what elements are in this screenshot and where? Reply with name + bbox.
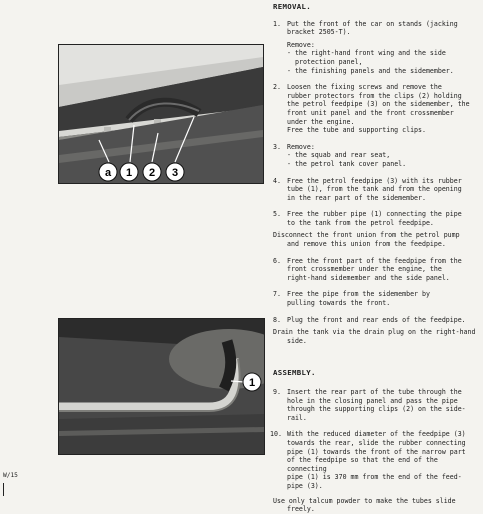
step-line: the petrol feedpipe (3) on the sidemember, the (287, 100, 470, 109)
step-line: pulling towards the front. (287, 299, 391, 308)
step-line: pipe (1) is 370 mm from the end of the feed- (287, 473, 462, 482)
step-9 (273, 388, 478, 422)
step-4 (273, 177, 478, 203)
para-line: freely. (287, 505, 315, 514)
step-number: 5. (273, 210, 281, 219)
step-3 (273, 143, 478, 169)
callout-3: 3 (171, 167, 179, 179)
step-1 (273, 20, 478, 76)
photo-rear-tube (58, 318, 265, 455)
drain-paragraph (273, 328, 478, 345)
step-line: bracket 2505-T). (287, 28, 351, 37)
step-line: to the tank from the petrol feedpipe. (287, 218, 434, 227)
list-item-cont: protection panel, (295, 57, 363, 66)
step-line: Free the petrol feedpipe (3) with its rubber (287, 176, 462, 185)
talcum-note (273, 497, 478, 514)
para-line: and remove this union from the feedpipe. (287, 240, 446, 249)
step-line: Put the front of the car on stands (jacking (287, 19, 458, 28)
step-number: 7. (273, 290, 281, 299)
step-line: towards the rear, slide the rubber connecting (287, 438, 466, 447)
step-5 (273, 210, 478, 227)
step-line: under the engine. (287, 117, 355, 126)
step-line: rail. (287, 413, 307, 422)
para-line: Disconnect the front union from the petrol pump (273, 231, 460, 240)
para-line: Drain the tank via the drain plug on the right-hand (273, 328, 476, 337)
page-reference: W/15 (3, 472, 18, 479)
callout-2: 2 (148, 167, 156, 179)
step-line: hole in the closing panel and pass the pipe (287, 396, 458, 405)
step-line: of the feedpipe so that the end of the connecting (287, 456, 438, 473)
step-number: 6. (273, 256, 281, 265)
photo-feedpipe-sidemember (58, 44, 264, 184)
step-7 (273, 290, 478, 307)
step-line: pipe (1) towards the front of the narrow part (287, 447, 466, 456)
step-number: 3. (273, 142, 281, 151)
step-line: pipe (3). (287, 481, 323, 490)
step-number: 9. (273, 388, 281, 396)
list-item: - the right-hand front wing and the side (287, 49, 446, 58)
step-line: in the rear part of the sidemember. (287, 193, 426, 202)
step-line: With the reduced diameter of the feedpipe (3) (287, 430, 466, 439)
callout-1: 1 (125, 167, 133, 179)
removal-heading: REMOVAL. (273, 2, 311, 11)
instructions-column (270, 0, 478, 514)
callout-a: a (104, 167, 112, 179)
list-item: - the squab and rear seat, (287, 151, 391, 160)
para-line: side. (287, 336, 307, 345)
disconnect-paragraph (273, 231, 478, 248)
step-2 (273, 83, 478, 135)
step-line: front unit panel and the front crossmember (287, 108, 454, 117)
step-line: Loosen the fixing screws and remove the (287, 83, 442, 92)
assembly-heading: ASSEMBLY. (273, 368, 316, 378)
list-item: - the finishing panels and the sidemember. (287, 66, 454, 75)
list-item: - the petrol tank cover panel. (287, 159, 407, 168)
step-line: Free the pipe from the sidemember by (287, 290, 430, 299)
step-line: Free the rubber pipe (1) connecting the pipe (287, 210, 462, 219)
step-line: front crossmember under the engine, the (287, 265, 442, 274)
para-line: Use only talcum powder to make the tubes slide (273, 496, 456, 505)
step-number: 4. (273, 176, 281, 185)
step-line: Free the tube and supporting clips. (287, 126, 426, 135)
step-line: Plug the front and rear ends of the feedpipe. (287, 315, 466, 324)
step-10 (270, 430, 478, 490)
step-number: 2. (273, 83, 281, 92)
step-6 (273, 257, 478, 283)
step-line: tube (1), from the tank and from the opening (287, 185, 462, 194)
step-line: Free the front part of the feedpipe from the (287, 256, 462, 265)
step-8 (273, 316, 478, 325)
step-line: Remove: (287, 142, 315, 151)
step-number: 10. (270, 430, 282, 439)
margin-mark (3, 483, 4, 496)
step-line: rubber protectors from the clips (2) holding (287, 91, 462, 100)
step-line: right-hand sidemember and the side panel. (287, 273, 450, 282)
callout-bottom-1: 1 (248, 377, 256, 389)
step-number: 8. (273, 315, 281, 324)
step-line: through the supporting clips (2) on the side- (287, 405, 466, 414)
step-line: Insert the rear part of the tube through the (287, 388, 462, 396)
step-number: 1. (273, 19, 281, 28)
remove-label: Remove: (287, 40, 315, 49)
